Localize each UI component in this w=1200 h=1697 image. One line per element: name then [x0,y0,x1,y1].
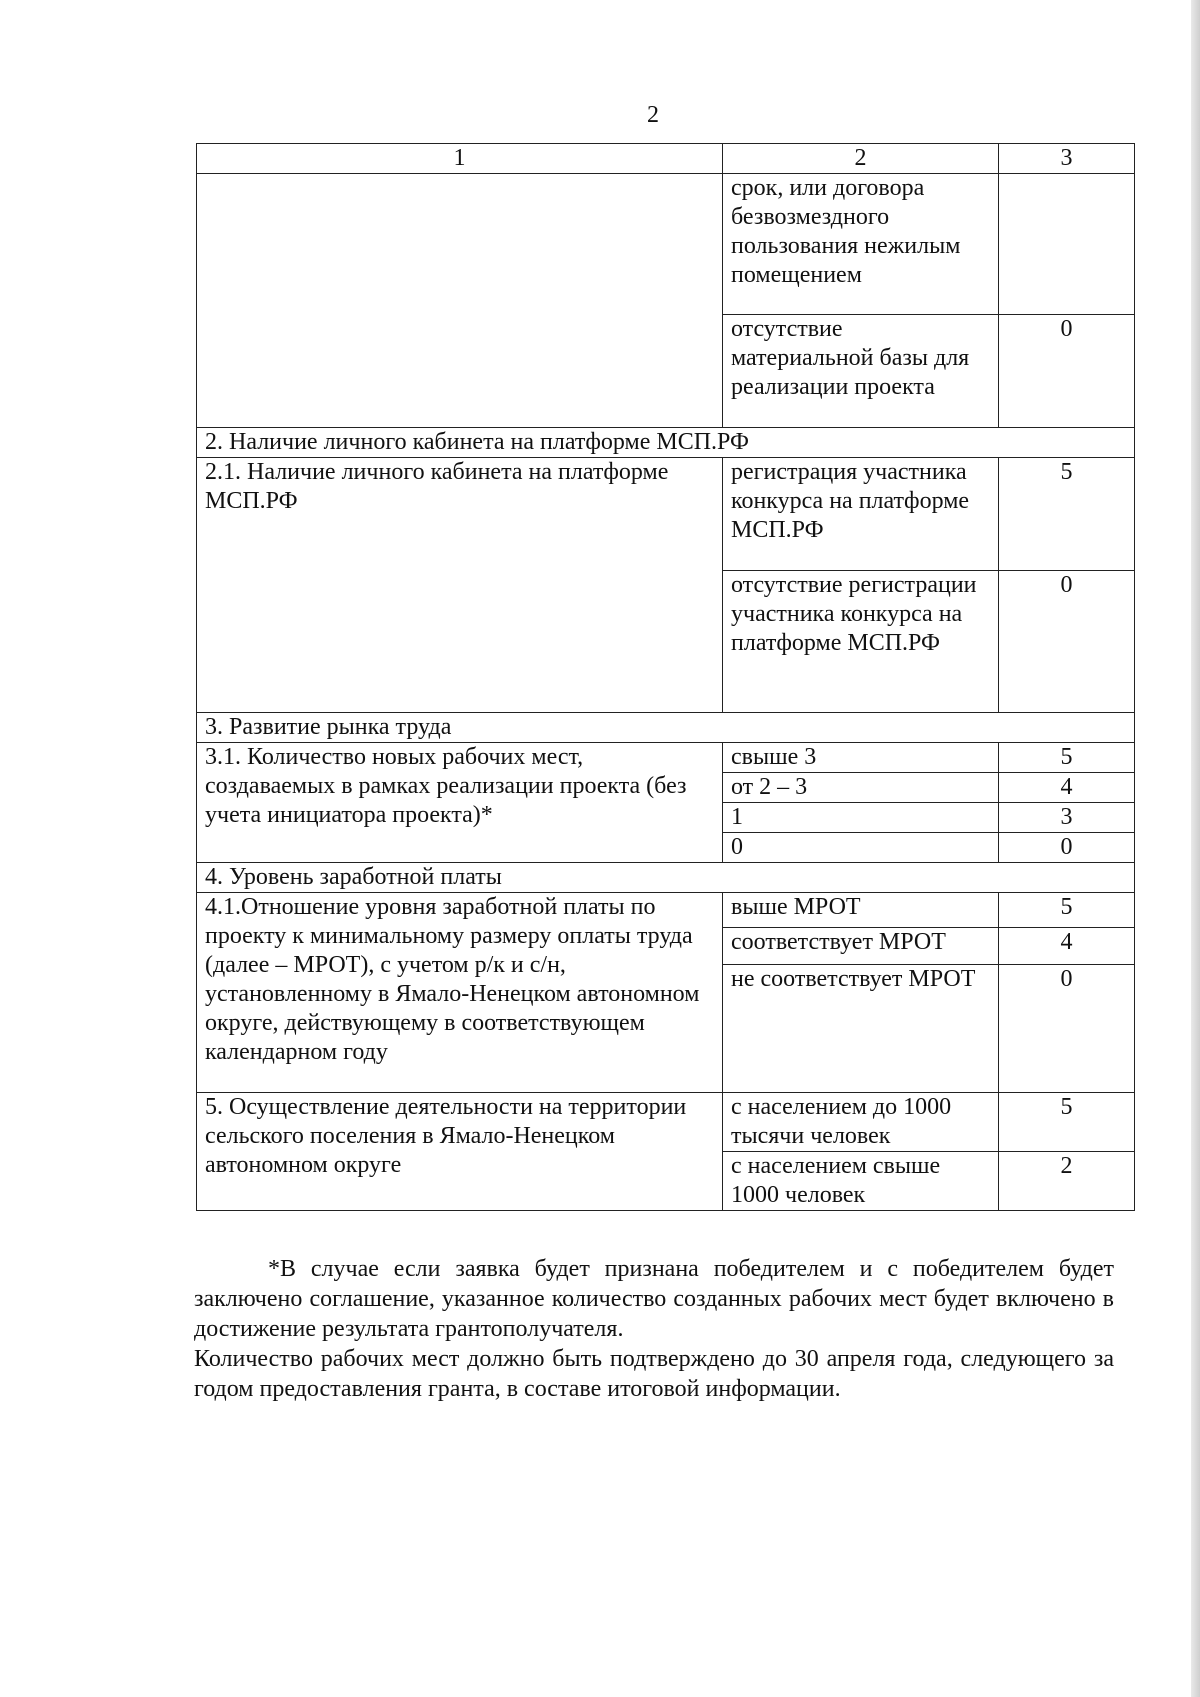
table-row [197,174,1135,315]
option-cell: 1 [723,803,999,833]
option-cell: срок, или договора безвозмездного пользования нежилым помещением [723,174,999,315]
footnote-paragraph: *В случае если заявка будет признана победителем и с победителем будет заключено соглашение, указанное количество созданных рабочих мест будет включено в достижение результата грантополучателя. [194,1256,1114,1342]
criterion-cell: 4.1.Отношение уровня заработной платы по проекту к минимальному размеру оплаты труда (далее – МРОТ), с учетом р/к и с/н, установленному в Ямало-Ненецком автономном округе, действующему в соответствующем календарном году [197,893,723,1093]
option-cell: не соответствует МРОТ [723,965,999,1093]
section-title: 4. Уровень заработной платы [197,863,1135,893]
option-cell: 0 [723,833,999,863]
criterion-cell: 2.1. Наличие личного кабинета на платформе МСП.РФ [197,458,723,713]
criterion-cell: 3.1. Количество новых рабочих мест, создаваемых в рамках реализации проекта (без учета инициатора проекта)* [197,743,723,863]
score-cell [999,174,1135,315]
option-cell: от 2 – 3 [723,773,999,803]
score-cell: 5 [999,743,1135,773]
footnote-paragraph: Количество рабочих мест должно быть подтверждено до 30 апреля года, следующего за годом предоставления гранта, в составе итоговой информации. [194,1346,1114,1402]
option-cell: с населением свыше 1000 человек [723,1152,999,1211]
score-cell: 5 [999,458,1135,571]
column-header-2: 2 [723,144,999,174]
option-cell: регистрация участника конкурса на платформе МСП.РФ [723,458,999,571]
criterion-cell-empty [197,174,723,428]
score-cell: 0 [999,571,1135,713]
section-row [197,428,1135,458]
option-cell: отсутствие регистрации участника конкурса на платформе МСП.РФ [723,571,999,713]
score-cell: 0 [999,315,1135,428]
score-cell: 0 [999,965,1135,1093]
table-row [197,893,1135,928]
score-cell: 5 [999,893,1135,928]
section-row [197,863,1135,893]
section-title: 3. Развитие рынка труда [197,713,1135,743]
page-number: 2 [647,102,659,128]
table-header-row [197,144,1135,174]
score-cell: 2 [999,1152,1135,1211]
table-row [197,1093,1135,1152]
section-row [197,713,1135,743]
option-cell: с населением до 1000 тысячи человек [723,1093,999,1152]
score-cell: 3 [999,803,1135,833]
option-cell: отсутствие материальной базы для реализации проекта [723,315,999,428]
scan-edge-shadow [1191,0,1200,1697]
criterion-cell: 5. Осуществление деятельности на территории сельского поселения в Ямало-Ненецком автономном округе [197,1093,723,1211]
criteria-table [196,143,1135,1211]
column-header-3: 3 [999,144,1135,174]
score-cell: 4 [999,928,1135,965]
column-header-1: 1 [197,144,723,174]
table-row [197,458,1135,571]
score-cell: 0 [999,833,1135,863]
table-row [197,743,1135,773]
option-cell: выше МРОТ [723,893,999,928]
footnote [194,1254,1114,1404]
score-cell: 5 [999,1093,1135,1152]
option-cell: свыше 3 [723,743,999,773]
score-cell: 4 [999,773,1135,803]
section-title: 2. Наличие личного кабинета на платформе МСП.РФ [197,428,1135,458]
option-cell: соответствует МРОТ [723,928,999,965]
